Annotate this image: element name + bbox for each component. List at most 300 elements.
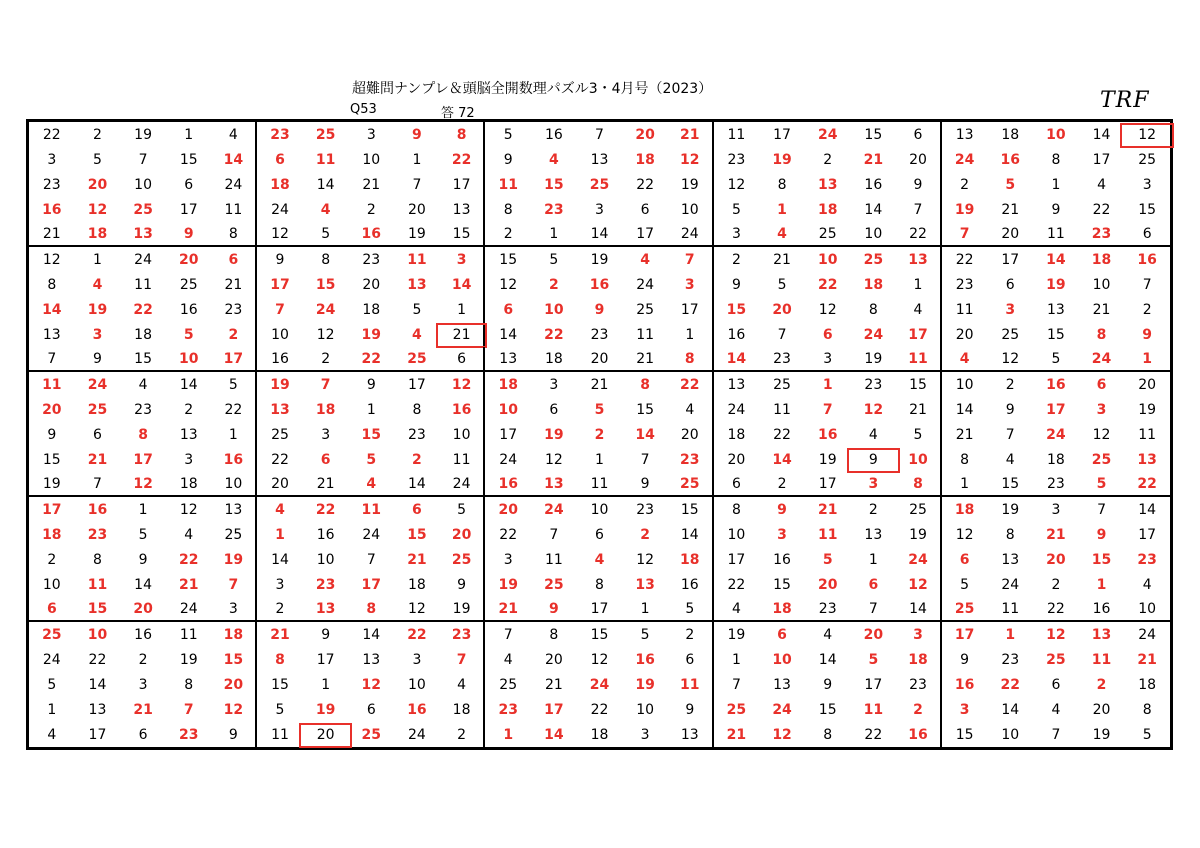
grid-cell: 23 (440, 622, 486, 647)
grid-cell: 19 (361, 326, 382, 343)
grid-cell: 17 (408, 376, 426, 393)
grid-cell: 25 (942, 597, 988, 622)
grid-cell: 21 (270, 626, 290, 643)
grid-cell: 1 (412, 151, 422, 168)
grid-cell: 21 (817, 501, 838, 518)
grid-cell: 18 (1001, 126, 1020, 143)
grid-cell: 6 (320, 451, 331, 468)
grid-cell: 14 (714, 347, 760, 372)
grid-cell: 17 (1046, 401, 1066, 418)
grid-cell: 3 (138, 676, 148, 693)
grid-cell: 15 (1046, 326, 1065, 343)
grid-cell: 13 (88, 701, 107, 718)
grid-cell: 14 (955, 401, 974, 418)
grid-cell: 13 (270, 401, 290, 418)
grid-cell: 21 (178, 576, 199, 593)
grid-cell: 3 (92, 326, 103, 343)
grid-cell: 16 (1046, 376, 1066, 393)
grid-cell: 16 (87, 501, 108, 518)
grid-cell: 21 (362, 176, 381, 193)
grid-cell: 16 (896, 722, 942, 747)
grid-cell: 4 (92, 276, 103, 293)
grid-cell: 17 (954, 626, 975, 643)
grid-cell: 16 (257, 347, 303, 372)
grid-cell: 16 (42, 201, 62, 218)
grid-cell: 6 (1096, 376, 1107, 393)
grid-cell: 19 (1046, 276, 1066, 293)
grid-cell: 1 (321, 676, 331, 693)
grid-cell: 13 (212, 497, 258, 522)
grid-cell: 15 (955, 726, 974, 743)
grid-cell: 18 (954, 501, 975, 518)
grid-cell: 11 (1091, 651, 1112, 668)
grid-cell: 2 (92, 126, 102, 143)
grid-cell: 6 (503, 301, 514, 318)
grid-cell: 10 (212, 472, 258, 497)
grid-cell: 24 (42, 651, 61, 668)
highlighted-cell: 21 (440, 322, 486, 347)
grid-cell: 9 (1142, 326, 1153, 343)
grid-cell: 12 (727, 176, 746, 193)
grid-cell: 22 (1092, 201, 1111, 218)
grid-cell: 16 (316, 526, 335, 543)
grid-cell: 19 (87, 301, 108, 318)
grid-cell: 13 (590, 151, 609, 168)
grid-cell: 18 (1091, 251, 1112, 268)
grid-cell: 14 (544, 726, 564, 743)
grid-cell: 2 (1051, 576, 1061, 593)
grid-cell: 7 (320, 376, 331, 393)
grid-cell: 2 (366, 201, 376, 218)
grid-cell: 14 (440, 272, 486, 297)
grid-cell: 18 (498, 376, 518, 393)
grid-cell: 23 (1033, 472, 1079, 497)
grid-cell: 9 (823, 676, 833, 693)
grid-cell: 5 (212, 372, 258, 397)
grid-cell: 4 (823, 626, 833, 643)
grid-cell: 23 (212, 297, 258, 322)
grid-cell: 22 (668, 372, 714, 397)
grid-cell: 16 (1079, 597, 1125, 622)
grid-cell: 10 (590, 501, 609, 518)
grid-cell: 11 (1138, 426, 1157, 443)
grid-cell: 4 (47, 726, 57, 743)
grid-cell: 23 (805, 597, 851, 622)
grid-cell: 8 (184, 676, 194, 693)
grid-cell: 7 (668, 247, 714, 272)
grid-cell: 11 (896, 347, 942, 372)
grid-cell: 24 (315, 301, 336, 318)
grid-cell: 24 (727, 401, 746, 418)
grid-cell: 21 (303, 472, 349, 497)
grid-cell: 1 (942, 472, 988, 497)
grid-cell: 13 (362, 651, 381, 668)
grid-cell: 12 (590, 651, 609, 668)
grid-cell: 8 (275, 651, 285, 668)
grid-cell: 5 (275, 701, 285, 718)
grid-cell: 16 (864, 176, 883, 193)
grid-cell: 9 (212, 722, 258, 747)
grid-cell: 16 (348, 222, 394, 247)
grid-cell: 7 (822, 401, 833, 418)
grid-cell: 8 (92, 551, 102, 568)
grid-cell: 7 (183, 701, 194, 718)
grid-cell: 14 (42, 301, 62, 318)
grid-cell: 25 (1001, 326, 1020, 343)
grid-cell: 22 (178, 551, 199, 568)
grid-cell: 22 (1033, 597, 1079, 622)
grid-cell: 21 (1001, 201, 1020, 218)
grid-cell: 10 (316, 551, 335, 568)
grid-cell: 17 (179, 201, 198, 218)
grid-cell: 2 (759, 472, 805, 497)
grid-cell: 20 (212, 672, 258, 697)
grid-cell: 9 (1005, 401, 1015, 418)
grid-cell: 8 (868, 301, 878, 318)
grid-cell: 1 (440, 297, 486, 322)
grid-cell: 6 (440, 347, 486, 372)
grid-cell: 19 (212, 547, 258, 572)
grid-cell: 23 (1137, 551, 1157, 568)
grid-cell: 21 (773, 251, 791, 268)
grid-cell: 9 (1051, 201, 1061, 218)
grid-cell: 6 (868, 576, 879, 593)
grid-cell: 2 (1096, 676, 1107, 693)
grid-cell: 14 (818, 651, 837, 668)
grid-cell: 23 (590, 326, 609, 343)
grid-cell: 10 (134, 176, 152, 193)
grid-cell: 17 (773, 126, 791, 143)
grid-cell: 18 (362, 301, 381, 318)
highlighted-cell: 9 (851, 447, 897, 472)
grid-cell: 16 (1000, 151, 1020, 168)
grid-cell: 14 (668, 522, 714, 547)
grid-cell: 4 (138, 376, 148, 393)
grid-cell: 1 (896, 272, 942, 297)
grid-cell: 11 (863, 701, 884, 718)
highlighted-cell: 20 (303, 722, 349, 747)
grid-cell: 19 (270, 376, 290, 393)
grid-cell: 3 (640, 726, 650, 743)
grid-cell: 12 (863, 401, 884, 418)
grid-cell: 25 (726, 701, 747, 718)
grid-cell: 12 (772, 726, 792, 743)
grid-cell: 22 (636, 176, 655, 193)
grid-cell: 4 (1097, 176, 1106, 193)
grid-cell: 13 (864, 526, 883, 543)
grid-cell: 10 (440, 422, 486, 447)
grid-cell: 25 (589, 176, 610, 193)
grid-cell: 4 (275, 501, 285, 518)
grid-cell: 20 (87, 176, 108, 193)
grid-cell: 3 (714, 222, 760, 247)
grid-cell: 9 (440, 572, 486, 597)
grid-cell: 3 (1051, 501, 1061, 518)
grid-cell: 24 (499, 451, 518, 468)
grid-cell: 12 (42, 251, 61, 268)
grid-cell: 14 (499, 326, 518, 343)
grid-cell: 8 (212, 222, 258, 247)
signature: TRF (1100, 88, 1150, 113)
grid-cell: 1 (1124, 347, 1170, 372)
grid-cell: 4 (640, 251, 650, 268)
grid-cell: 6 (640, 201, 650, 218)
grid-cell: 22 (88, 651, 107, 668)
grid-cell: 24 (772, 701, 792, 718)
grid-cell: 22 (212, 397, 258, 422)
grid-cell: 10 (1092, 276, 1111, 293)
grid-cell: 3 (549, 376, 559, 393)
grid-cell: 14 (394, 472, 440, 497)
grid-cell: 23 (1079, 222, 1125, 247)
grid-cell: 20 (440, 522, 486, 547)
grid-cell: 8 (1005, 526, 1015, 543)
grid-cell: 10 (42, 576, 61, 593)
grid-cell: 23 (87, 526, 108, 543)
grid-cell: 18 (75, 222, 121, 247)
grid-cell: 15 (1091, 551, 1112, 568)
grid-cell: 22 (407, 626, 427, 643)
grid-cell: 7 (275, 301, 285, 318)
grid-cell: 10 (1001, 726, 1020, 743)
grid-cell: 19 (818, 451, 837, 468)
grid-cell: 18 (1138, 676, 1157, 693)
grid-cell: 21 (590, 376, 609, 393)
grid-cell: 14 (88, 676, 107, 693)
grid-cell: 24 (362, 526, 381, 543)
grid-cell: 13 (531, 472, 577, 497)
grid-cell: 8 (321, 251, 331, 268)
grid-cell: 25 (499, 676, 518, 693)
grid-cell: 17 (133, 451, 153, 468)
grid-cell: 12 (87, 201, 108, 218)
grid-cell: 25 (668, 472, 714, 497)
grid-cell: 22 (1000, 676, 1020, 693)
grid-cell: 19 (315, 701, 336, 718)
grid-cell: 21 (87, 451, 108, 468)
grid-cell: 6 (412, 501, 422, 518)
grid-cell: 7 (549, 526, 559, 543)
grid-cell: 7 (896, 197, 942, 222)
grid-cell: 15 (407, 526, 427, 543)
grid-cell: 14 (1046, 251, 1066, 268)
grid-cell: 17 (544, 701, 564, 718)
grid-cell: 13 (817, 176, 838, 193)
grid-cell: 23 (636, 501, 655, 518)
grid-cell: 11 (42, 376, 62, 393)
grid-cell: 18 (440, 697, 486, 722)
grid-cell: 19 (134, 126, 152, 143)
grid-cell: 18 (270, 176, 290, 193)
grid-cell: 15 (544, 176, 564, 193)
grid-cell: 15 (499, 251, 518, 268)
grid-cell: 3 (503, 551, 513, 568)
grid-cell: 15 (726, 301, 747, 318)
grid-cell: 3 (47, 151, 57, 168)
grid-cell: 22 (773, 426, 791, 443)
grid-cell: 12 (987, 347, 1033, 372)
grid-cell: 6 (668, 647, 714, 672)
grid-cell: 15 (987, 472, 1033, 497)
grid-cell: 6 (212, 247, 258, 272)
grid-cell: 19 (590, 251, 609, 268)
grid-cell: 24 (817, 126, 838, 143)
grid-cell: 24 (87, 376, 108, 393)
grid-cell: 16 (589, 276, 610, 293)
grid-cell: 7 (75, 472, 121, 497)
grid-cell: 14 (212, 147, 258, 172)
grid-cell: 14 (635, 426, 655, 443)
grid-cell: 1 (622, 597, 668, 622)
grid-cell: 8 (412, 401, 422, 418)
grid-cell: 2 (303, 347, 349, 372)
grid-cell: 14 (271, 551, 289, 568)
grid-cell: 6 (1005, 276, 1015, 293)
grid-cell: 1 (595, 451, 604, 468)
grid-cell: 23 (362, 251, 381, 268)
grid-cell: 13 (1091, 626, 1112, 643)
grid-cell: 16 (179, 301, 198, 318)
grid-cell: 13 (955, 126, 974, 143)
grid-cell: 20 (42, 401, 62, 418)
grid-cell: 24 (954, 151, 975, 168)
grid-cell: 20 (544, 651, 563, 668)
grid-cell: 17 (361, 576, 382, 593)
grid-cell: 9 (412, 126, 422, 143)
grid-cell: 14 (1001, 701, 1020, 718)
grid-cell: 15 (440, 222, 486, 247)
grid-cell: 23 (178, 726, 199, 743)
grid-cell: 6 (549, 401, 559, 418)
grid-cell: 12 (896, 572, 942, 597)
grid-cell: 15 (668, 497, 714, 522)
grid-cell: 12 (316, 326, 335, 343)
grid-cell: 4 (503, 651, 513, 668)
grid-cell: 9 (47, 426, 57, 443)
grid-cell: 12 (440, 372, 486, 397)
grid-cell: 22 (440, 147, 486, 172)
grid-cell: 15 (773, 576, 791, 593)
grid-cell: 11 (817, 526, 838, 543)
grid-cell: 2 (640, 526, 650, 543)
grid-cell: 25 (179, 276, 198, 293)
grid-cell: 24 (636, 276, 655, 293)
grid-cell: 20 (955, 326, 974, 343)
grid-cell: 20 (668, 422, 714, 447)
grid-cell: 5 (731, 201, 741, 218)
number-grid (26, 119, 1173, 750)
grid-cell: 16 (485, 472, 531, 497)
grid-cell: 24 (544, 501, 564, 518)
grid-cell: 3 (595, 201, 604, 218)
grid-cell: 22 (817, 276, 838, 293)
grid-cell: 25 (133, 201, 153, 218)
grid-cell: 21 (1046, 526, 1066, 543)
grid-cell: 23 (727, 151, 746, 168)
grid-cell: 1 (668, 322, 714, 347)
grid-cell: 5 (1079, 472, 1125, 497)
grid-cell: 24 (1046, 426, 1066, 443)
grid-cell: 15 (120, 347, 166, 372)
grid-cell: 2 (896, 697, 942, 722)
grid-cell: 3 (959, 701, 970, 718)
grid-cell: 17 (316, 651, 335, 668)
grid-cell: 6 (1051, 676, 1061, 693)
grid-cell: 13 (1046, 301, 1065, 318)
grid-cell: 4 (759, 222, 805, 247)
grid-cell: 5 (47, 676, 57, 693)
grid-cell: 4 (868, 426, 878, 443)
grid-cell: 2 (257, 597, 303, 622)
grid-cell: 13 (407, 276, 427, 293)
grid-cell: 11 (407, 251, 427, 268)
grid-cell: 9 (622, 472, 668, 497)
grid-cell: 6 (896, 122, 942, 147)
grid-cell: 8 (440, 122, 486, 147)
grid-cell: 13 (42, 326, 61, 343)
grid-cell: 10 (498, 401, 518, 418)
grid-cell: 22 (42, 126, 61, 143)
grid-cell: 20 (577, 347, 623, 372)
grid-cell: 14 (896, 597, 942, 622)
grid-cell: 1 (503, 726, 514, 743)
grid-cell: 16 (817, 426, 838, 443)
grid-cell: 15 (179, 151, 198, 168)
grid-cell: 10 (851, 222, 897, 247)
grid-cell: 17 (212, 347, 258, 372)
grid-cell: 13 (773, 676, 791, 693)
grid-cell: 7 (138, 151, 148, 168)
grid-cell: 4 (942, 347, 988, 372)
grid-cell: 1 (1051, 176, 1061, 193)
grid-cell: 10 (772, 651, 792, 668)
grid-cell: 25 (805, 222, 851, 247)
grid-cell: 12 (212, 697, 258, 722)
grid-cell: 1 (212, 422, 258, 447)
grid-cell: 6 (138, 726, 148, 743)
grid-cell: 13 (485, 347, 531, 372)
grid-cell: 4 (348, 472, 394, 497)
grid-cell: 22 (271, 451, 289, 468)
grid-cell: 4 (212, 122, 258, 147)
grid-cell: 5 (960, 576, 970, 593)
grid-cell: 25 (440, 547, 486, 572)
grid-cell: 5 (138, 526, 148, 543)
grid-cell: 22 (348, 347, 394, 372)
grid-cell: 18 (896, 647, 942, 672)
grid-cell: 2 (485, 222, 531, 247)
grid-cell: 14 (134, 576, 152, 593)
grid-cell: 3 (1005, 301, 1016, 318)
grid-cell: 20 (635, 126, 655, 143)
grid-cell: 22 (544, 326, 564, 343)
grid-cell: 4 (184, 526, 194, 543)
grid-cell: 17 (88, 726, 107, 743)
grid-cell: 8 (823, 726, 833, 743)
grid-cell: 12 (544, 451, 563, 468)
grid-cell: 24 (134, 251, 152, 268)
grid-cell: 1 (92, 251, 102, 268)
grid-cell: 8 (503, 201, 513, 218)
grid-cell: 21 (544, 676, 563, 693)
grid-cell: 23 (134, 401, 152, 418)
grid-cell: 18 (166, 472, 212, 497)
grid-cell: 21 (622, 347, 668, 372)
grid-cell: 21 (955, 426, 974, 443)
grid-cell: 17 (1001, 251, 1020, 268)
grid-cell: 5 (822, 551, 833, 568)
grid-cell: 7 (212, 572, 258, 597)
